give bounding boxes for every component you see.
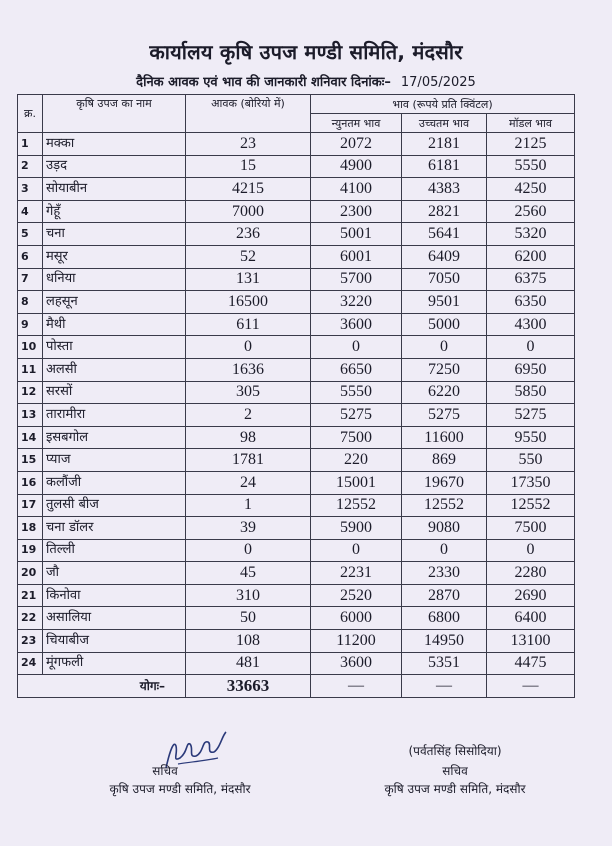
row-min-price: 5550 xyxy=(311,381,402,404)
row-modal-price: 13100 xyxy=(487,630,575,653)
row-max-price: 5351 xyxy=(402,652,487,675)
row-max-price: 869 xyxy=(402,449,487,472)
row-arrival: 2 xyxy=(186,404,311,427)
total-max-dash: — xyxy=(402,675,487,698)
report-subtitle xyxy=(0,72,612,90)
right-organization: कृषि उपज मण्डी समिति, मंदसौर xyxy=(384,782,526,796)
table-row xyxy=(18,584,575,607)
row-crop-name: चियाबीज xyxy=(43,630,186,653)
row-max-price: 6220 xyxy=(402,381,487,404)
row-arrival: 23 xyxy=(186,133,311,156)
row-sno: 5 xyxy=(18,223,43,246)
table-row xyxy=(18,200,575,223)
row-max-price: 0 xyxy=(402,336,487,359)
row-modal-price: 6375 xyxy=(487,268,575,291)
row-sno: 22 xyxy=(18,607,43,630)
row-min-price: 15001 xyxy=(311,471,402,494)
row-max-price: 5275 xyxy=(402,404,487,427)
row-max-price: 5641 xyxy=(402,223,487,246)
row-crop-name: सरसों xyxy=(43,381,186,404)
row-modal-price: 6200 xyxy=(487,245,575,268)
row-max-price: 12552 xyxy=(402,494,487,517)
header-crop-name: कृषि उपज का नाम xyxy=(43,95,186,133)
row-max-price: 2330 xyxy=(402,562,487,585)
row-max-price: 14950 xyxy=(402,630,487,653)
row-arrival: 131 xyxy=(186,268,311,291)
row-sno: 4 xyxy=(18,200,43,223)
row-sno: 6 xyxy=(18,245,43,268)
row-crop-name: सोयाबीन xyxy=(43,178,186,201)
row-crop-name: तिल्ली xyxy=(43,539,186,562)
row-min-price: 220 xyxy=(311,449,402,472)
table-row xyxy=(18,358,575,381)
row-min-price: 2231 xyxy=(311,562,402,585)
table-row xyxy=(18,336,575,359)
row-arrival: 108 xyxy=(186,630,311,653)
row-max-price: 7050 xyxy=(402,268,487,291)
header-arrival: आवक (बोरियो में) xyxy=(186,95,311,133)
row-arrival: 7000 xyxy=(186,200,311,223)
row-crop-name: अलसी xyxy=(43,358,186,381)
row-min-price: 2520 xyxy=(311,584,402,607)
row-sno: 24 xyxy=(18,652,43,675)
total-modal-dash: — xyxy=(487,675,575,698)
subtitle-text: दैनिक आवक एवं भाव की जानकारी शनिवार दिनांकः– xyxy=(136,75,391,90)
right-designation: सचिव xyxy=(442,764,468,778)
row-arrival: 16500 xyxy=(186,291,311,314)
table-row xyxy=(18,155,575,178)
header-modal-price: मॉडल भाव xyxy=(487,114,575,133)
row-modal-price: 7500 xyxy=(487,517,575,540)
row-crop-name: पोस्ता xyxy=(43,336,186,359)
row-sno: 18 xyxy=(18,517,43,540)
row-crop-name: किनोवा xyxy=(43,584,186,607)
row-sno: 15 xyxy=(18,449,43,472)
row-arrival: 0 xyxy=(186,336,311,359)
row-modal-price: 2125 xyxy=(487,133,575,156)
row-arrival: 310 xyxy=(186,584,311,607)
row-sno: 3 xyxy=(18,178,43,201)
header-sno: क्र. xyxy=(18,95,43,133)
header-max-price: उच्चतम भाव xyxy=(402,114,487,133)
table-row xyxy=(18,539,575,562)
total-row xyxy=(18,675,575,698)
total-min-dash: — xyxy=(311,675,402,698)
row-min-price: 5900 xyxy=(311,517,402,540)
row-sno: 12 xyxy=(18,381,43,404)
row-arrival: 15 xyxy=(186,155,311,178)
row-sno: 9 xyxy=(18,313,43,336)
row-arrival: 611 xyxy=(186,313,311,336)
row-arrival: 98 xyxy=(186,426,311,449)
row-arrival: 39 xyxy=(186,517,311,540)
table-row xyxy=(18,133,575,156)
table-row xyxy=(18,607,575,630)
table-row xyxy=(18,404,575,427)
row-sno: 10 xyxy=(18,336,43,359)
row-max-price: 2821 xyxy=(402,200,487,223)
row-min-price: 5700 xyxy=(311,268,402,291)
table-row xyxy=(18,562,575,585)
row-min-price: 4100 xyxy=(311,178,402,201)
row-min-price: 6650 xyxy=(311,358,402,381)
table-row xyxy=(18,494,575,517)
total-arrival: 33663 xyxy=(186,675,311,698)
total-label: योगः– xyxy=(18,675,186,698)
row-crop-name: गेहूँ xyxy=(43,200,186,223)
row-max-price: 5000 xyxy=(402,313,487,336)
table-row xyxy=(18,381,575,404)
row-modal-price: 0 xyxy=(487,336,575,359)
row-min-price: 11200 xyxy=(311,630,402,653)
row-sno: 14 xyxy=(18,426,43,449)
row-max-price: 7250 xyxy=(402,358,487,381)
row-max-price: 2870 xyxy=(402,584,487,607)
row-modal-price: 5550 xyxy=(487,155,575,178)
row-min-price: 6001 xyxy=(311,245,402,268)
row-min-price: 3600 xyxy=(311,313,402,336)
row-max-price: 19670 xyxy=(402,471,487,494)
table-row xyxy=(18,517,575,540)
row-max-price: 9501 xyxy=(402,291,487,314)
header-price-group: भाव (रूपये प्रति क्विंटल) xyxy=(311,95,575,114)
row-max-price: 9080 xyxy=(402,517,487,540)
row-max-price: 6800 xyxy=(402,607,487,630)
table-row xyxy=(18,268,575,291)
report-date: 17/05/2025 xyxy=(400,75,476,90)
row-min-price: 5275 xyxy=(311,404,402,427)
row-arrival: 52 xyxy=(186,245,311,268)
row-arrival: 1781 xyxy=(186,449,311,472)
row-modal-price: 4300 xyxy=(487,313,575,336)
row-min-price: 2072 xyxy=(311,133,402,156)
row-arrival: 50 xyxy=(186,607,311,630)
row-modal-price: 2280 xyxy=(487,562,575,585)
right-signatory-name: (पर्वतसिंह सिसोदिया) xyxy=(408,744,502,758)
row-modal-price: 9550 xyxy=(487,426,575,449)
row-modal-price: 0 xyxy=(487,539,575,562)
row-crop-name: उड़द xyxy=(43,155,186,178)
row-modal-price: 5320 xyxy=(487,223,575,246)
table-row xyxy=(18,313,575,336)
row-sno: 8 xyxy=(18,291,43,314)
row-arrival: 4215 xyxy=(186,178,311,201)
row-min-price: 3220 xyxy=(311,291,402,314)
row-arrival: 24 xyxy=(186,471,311,494)
row-crop-name: मूंगफली xyxy=(43,652,186,675)
row-crop-name: मसूर xyxy=(43,245,186,268)
office-title: कार्यालय कृषि उपज मण्डी समिति, मंदसौर xyxy=(149,40,463,64)
row-min-price: 6000 xyxy=(311,607,402,630)
row-min-price: 12552 xyxy=(311,494,402,517)
row-sno: 19 xyxy=(18,539,43,562)
row-modal-price: 6350 xyxy=(487,291,575,314)
row-sno: 11 xyxy=(18,358,43,381)
row-max-price: 4383 xyxy=(402,178,487,201)
table-body xyxy=(18,133,575,675)
row-crop-name: लहसून xyxy=(43,291,186,314)
row-modal-price: 17350 xyxy=(487,471,575,494)
row-arrival: 0 xyxy=(186,539,311,562)
row-min-price: 3600 xyxy=(311,652,402,675)
table-row xyxy=(18,223,575,246)
row-modal-price: 6400 xyxy=(487,607,575,630)
row-crop-name: तारामीरा xyxy=(43,404,186,427)
row-modal-price: 4475 xyxy=(487,652,575,675)
row-crop-name: असालिया xyxy=(43,607,186,630)
row-min-price: 5001 xyxy=(311,223,402,246)
row-arrival: 1636 xyxy=(186,358,311,381)
row-crop-name: मक्का xyxy=(43,133,186,156)
table-row xyxy=(18,291,575,314)
row-sno: 20 xyxy=(18,562,43,585)
header-min-price: न्युनतम भाव xyxy=(311,114,402,133)
row-arrival: 305 xyxy=(186,381,311,404)
row-modal-price: 6950 xyxy=(487,358,575,381)
row-crop-name: तुलसी बीज xyxy=(43,494,186,517)
table-row xyxy=(18,178,575,201)
row-modal-price: 550 xyxy=(487,449,575,472)
row-modal-price: 4250 xyxy=(487,178,575,201)
row-max-price: 6409 xyxy=(402,245,487,268)
table-row xyxy=(18,471,575,494)
row-sno: 2 xyxy=(18,155,43,178)
row-min-price: 4900 xyxy=(311,155,402,178)
row-min-price: 0 xyxy=(311,539,402,562)
table-row xyxy=(18,449,575,472)
row-modal-price: 2560 xyxy=(487,200,575,223)
row-sno: 21 xyxy=(18,584,43,607)
row-crop-name: इसबगोल xyxy=(43,426,186,449)
row-sno: 16 xyxy=(18,471,43,494)
left-designation: सचिव xyxy=(152,764,178,778)
table-row xyxy=(18,245,575,268)
row-max-price: 0 xyxy=(402,539,487,562)
row-sno: 13 xyxy=(18,404,43,427)
row-modal-price: 2690 xyxy=(487,584,575,607)
row-crop-name: कलौंजी xyxy=(43,471,186,494)
row-crop-name: चना xyxy=(43,223,186,246)
row-crop-name: मैथी xyxy=(43,313,186,336)
row-max-price: 2181 xyxy=(402,133,487,156)
table-row xyxy=(18,426,575,449)
row-min-price: 0 xyxy=(311,336,402,359)
row-sno: 1 xyxy=(18,133,43,156)
table-row xyxy=(18,652,575,675)
table-row xyxy=(18,630,575,653)
row-crop-name: जौ xyxy=(43,562,186,585)
row-min-price: 2300 xyxy=(311,200,402,223)
row-crop-name: प्याज xyxy=(43,449,186,472)
price-table xyxy=(17,94,575,698)
row-arrival: 481 xyxy=(186,652,311,675)
row-sno: 17 xyxy=(18,494,43,517)
row-modal-price: 12552 xyxy=(487,494,575,517)
row-crop-name: धनिया xyxy=(43,268,186,291)
left-organization: कृषि उपज मण्डी समिति, मंदसौर xyxy=(109,782,251,796)
row-sno: 7 xyxy=(18,268,43,291)
row-max-price: 6181 xyxy=(402,155,487,178)
row-arrival: 1 xyxy=(186,494,311,517)
row-arrival: 236 xyxy=(186,223,311,246)
row-arrival: 45 xyxy=(186,562,311,585)
row-max-price: 11600 xyxy=(402,426,487,449)
row-modal-price: 5275 xyxy=(487,404,575,427)
row-crop-name: चना डॉलर xyxy=(43,517,186,540)
row-sno: 23 xyxy=(18,630,43,653)
row-modal-price: 5850 xyxy=(487,381,575,404)
row-min-price: 7500 xyxy=(311,426,402,449)
